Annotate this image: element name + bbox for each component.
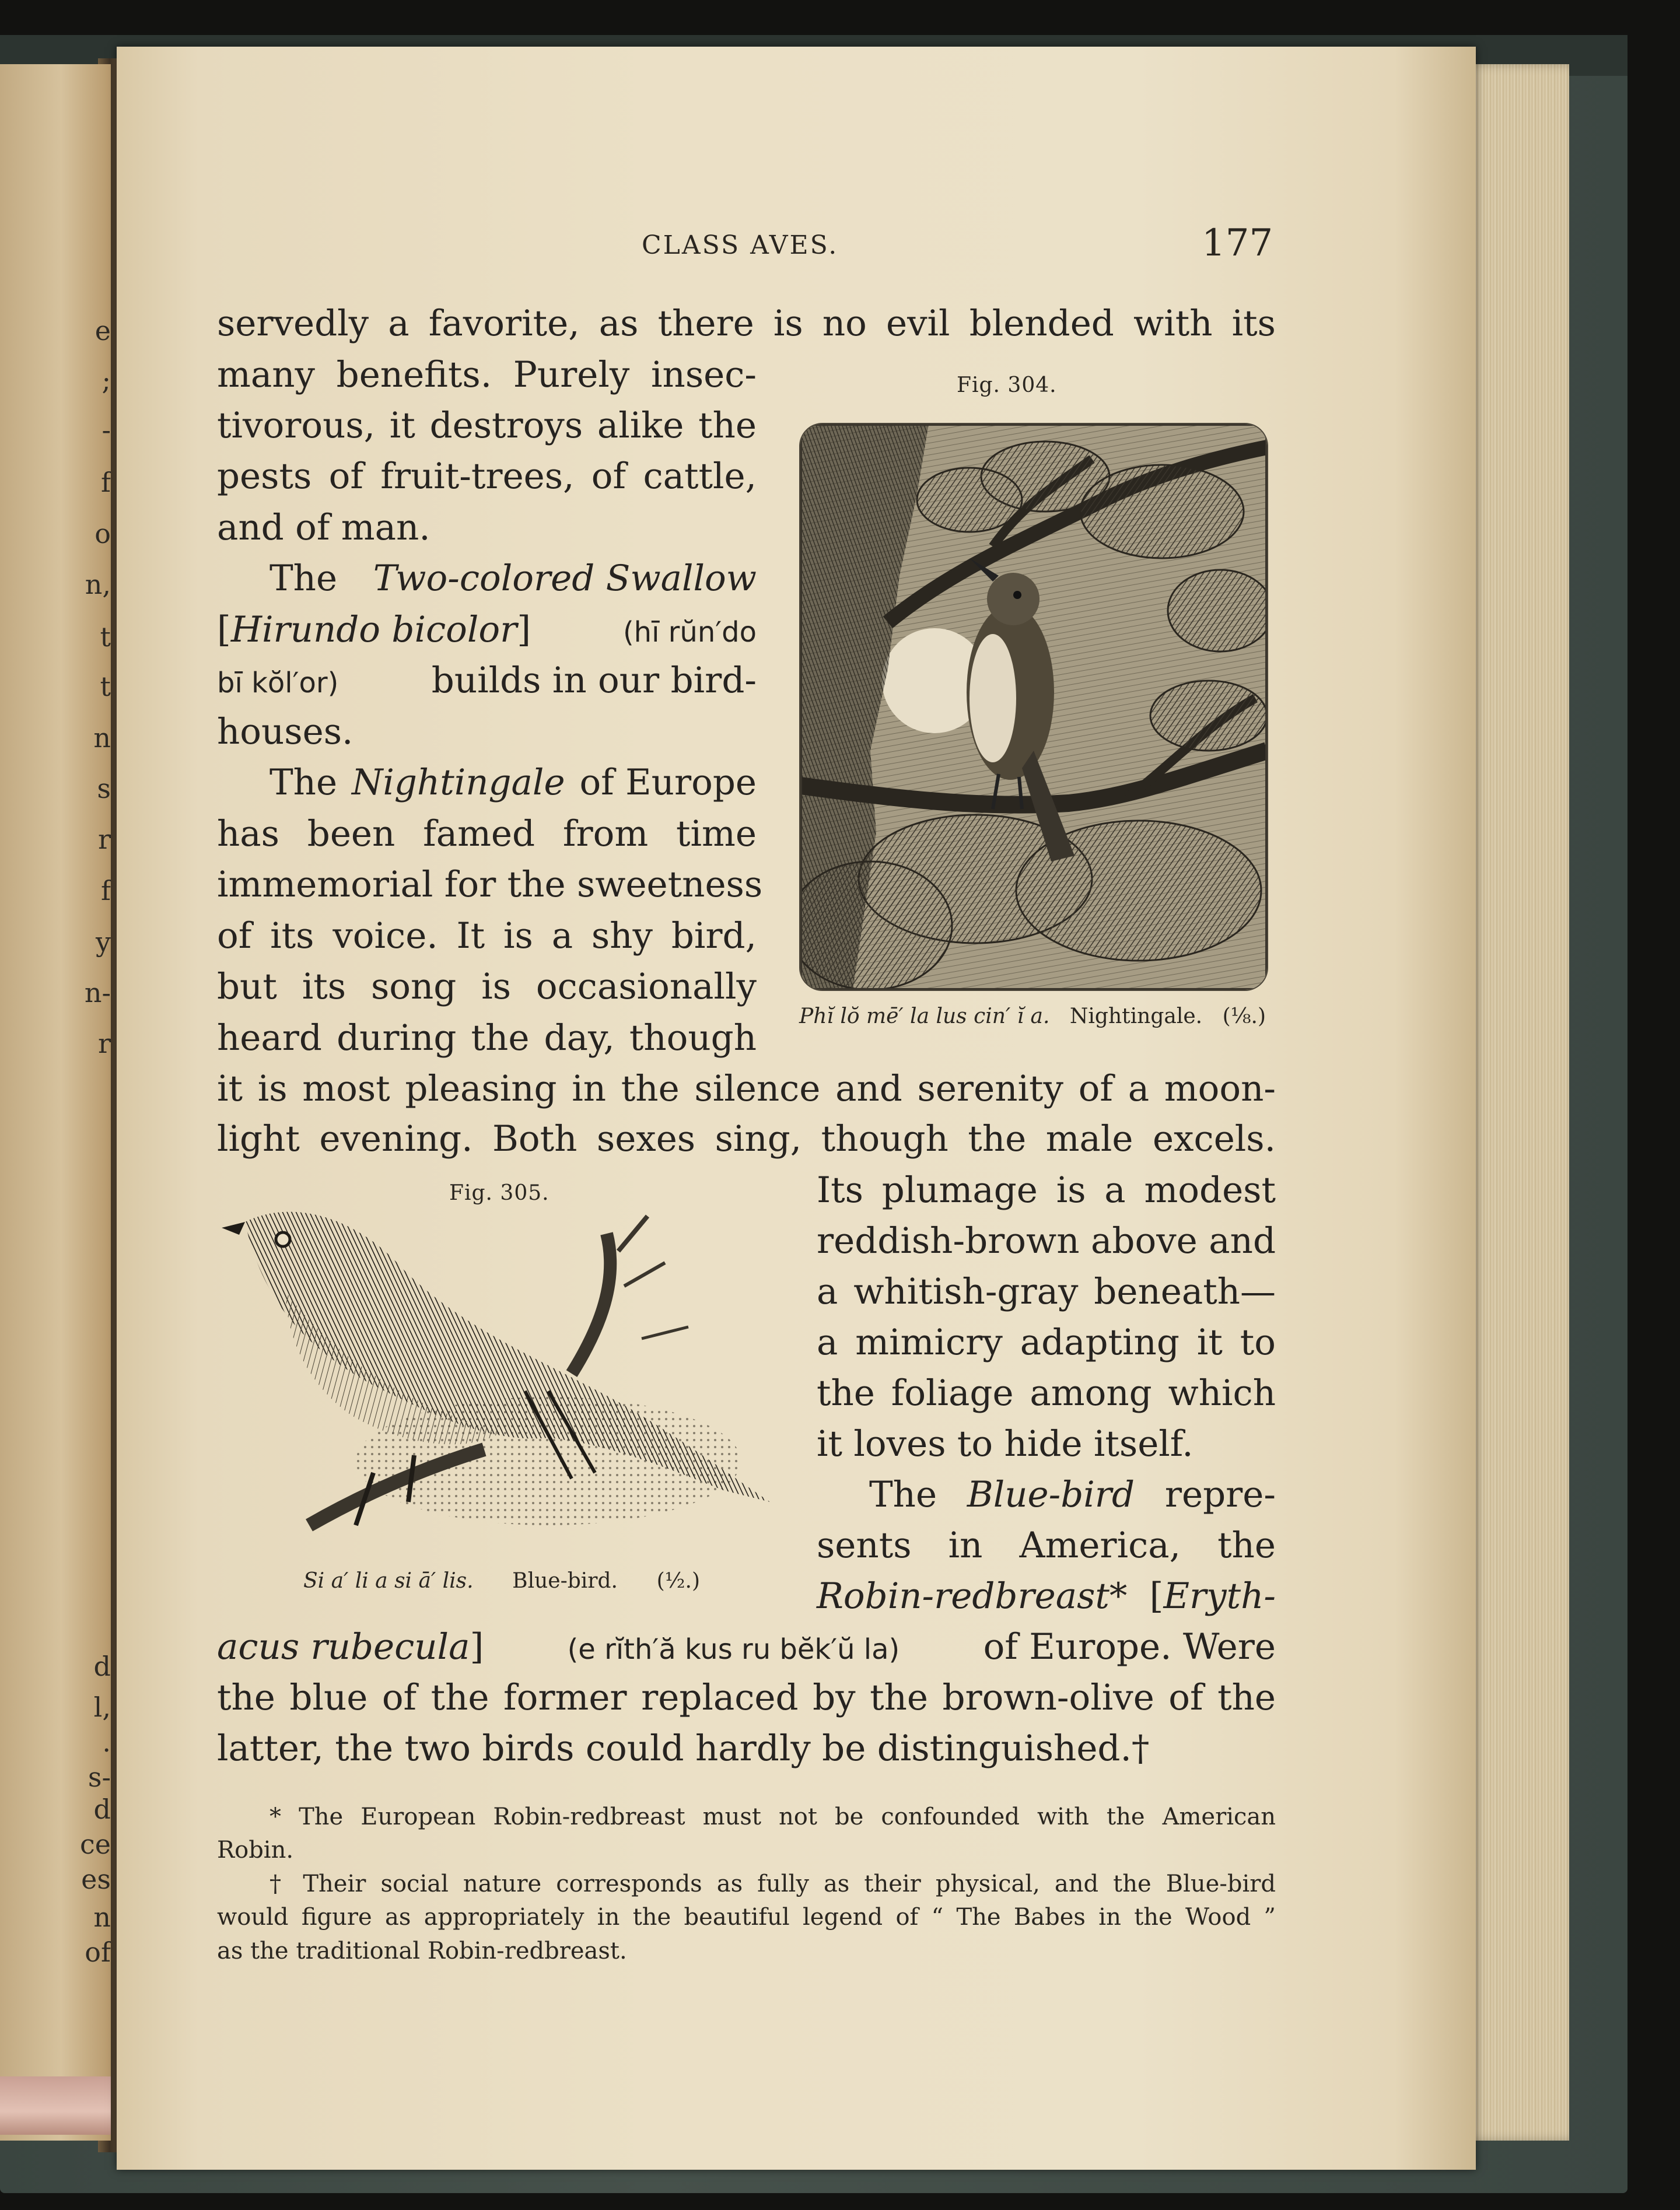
pronunciation: (hī rŭn′do: [622, 616, 757, 649]
text-line: pests of fruit-trees, of cattle,: [217, 456, 757, 497]
footnote-line: Robin.: [217, 1837, 294, 1864]
text-line: acus rubecula] (e rĭth′ă kus ru bĕk′ŭ la) of Europe. Were: [217, 1624, 1276, 1673]
left-page-char: s-: [88, 1761, 111, 1793]
caption-scale: (⅛.): [1222, 1004, 1266, 1028]
left-page-char: ;: [102, 365, 111, 396]
text-line: heard during the day, though: [217, 1017, 757, 1059]
pronunciation: bī kŏl′or): [217, 667, 339, 699]
footnote-line: * The European Robin-redbreast must not be confounded with the American: [270, 1803, 1276, 1830]
text-line: The Nightingale of Europe: [270, 759, 757, 806]
left-page-char: t: [100, 621, 111, 653]
left-page-char: of: [85, 1936, 111, 1968]
species-name: Two-colored Swallow: [373, 558, 757, 599]
footnote-line: as the traditional Robin-redbreast.: [217, 1938, 627, 1964]
text-line: servedly a favorite, as there is no evil blended with its: [217, 303, 1276, 344]
text-span: The: [270, 558, 338, 599]
text-line: [270, 555, 757, 602]
text-line: and of man.: [217, 507, 430, 548]
page-number: 177: [1202, 222, 1273, 265]
text-line: but its song is occasionally: [217, 966, 757, 1007]
left-page-char: .: [102, 1726, 111, 1758]
left-page: [0, 64, 111, 2141]
caption-scale: (½.): [656, 1569, 700, 1593]
left-page-edge: [0, 2076, 111, 2135]
text-line: light evening. Both sexes sing, though the male excels.: [217, 1118, 1276, 1160]
pronunciation: (e rĭth′ă kus ru bĕk′ŭ la): [567, 1633, 900, 1666]
text-span: builds in our bird-: [431, 660, 757, 701]
species-name: Nightingale: [351, 762, 565, 803]
text-line: it loves to hide itself.: [817, 1423, 1194, 1465]
text-line: it is most pleasing in the silence and serenity of a moon-: [217, 1068, 1276, 1109]
left-page-char: d: [93, 1794, 111, 1825]
text-line: Its plumage is a modest: [817, 1169, 1276, 1211]
text-line: a mimicry adapting it to: [817, 1322, 1276, 1363]
species-name: Robin-redbreast: [817, 1575, 1110, 1617]
left-page-char: d: [93, 1651, 111, 1682]
text-line: The Blue-bird repre-: [869, 1472, 1276, 1518]
figure-caption: [799, 1004, 1266, 1028]
species-name: acus rubecula: [217, 1626, 470, 1668]
text-line: [217, 657, 757, 706]
caption-latin: Si a′ li a si ā′ lis.: [303, 1569, 474, 1593]
text-line: of its voice. It is a shy bird,: [217, 915, 757, 957]
left-page-char: f: [100, 467, 111, 498]
left-page-char: ce: [80, 1829, 111, 1860]
left-page-char: r: [98, 1028, 111, 1059]
caption-common: Blue-bird.: [512, 1569, 618, 1593]
text-line: many benefits. Purely insec-: [217, 354, 757, 395]
left-page-char: n: [93, 722, 111, 754]
left-page-char: es: [81, 1864, 111, 1895]
figure-label: Fig. 305.: [449, 1181, 550, 1205]
figure-caption: [303, 1569, 700, 1593]
caption-latin: Phĭ lŏ mē′ la lus cin′ ĭ a.: [799, 1004, 1050, 1028]
running-head: CLASS AVES.: [642, 230, 839, 260]
footnote-line: would figure as appropriately in the beautiful legend of “ The Babes in the Wood ”: [217, 1904, 1276, 1931]
text-line: the blue of the former replaced by the brown-olive of the: [217, 1677, 1276, 1718]
left-page-char: y: [96, 926, 111, 958]
footnote-line: † Their social nature corresponds as fully as their physical, and the Blue-bird: [270, 1871, 1276, 1897]
caption-common: Nightingale.: [1069, 1004, 1203, 1028]
left-page-char: l,: [93, 1691, 111, 1723]
text-line: latter, the two birds could hardly be distinguished.†: [217, 1728, 1150, 1769]
left-page-char: n,: [85, 569, 111, 600]
left-page-char: o: [94, 518, 111, 549]
text-line: the foliage among which: [817, 1372, 1276, 1414]
text-line: immemorial for the sweetness: [217, 864, 763, 905]
bluebird-engraving: [222, 1199, 782, 1566]
left-page-char: t: [100, 671, 111, 702]
text-line: has been famed from time: [217, 813, 757, 854]
text-line: houses.: [217, 711, 354, 752]
left-page-char: s: [97, 773, 111, 804]
text-line: tivorous, it destroys alike the: [217, 405, 757, 446]
text-line: [217, 607, 757, 656]
text-line: a whitish-gray beneath—: [817, 1271, 1276, 1312]
text-line: sents in America, the: [817, 1525, 1276, 1566]
text-span: [Hirundo bicolor]: [217, 609, 531, 650]
left-page-char: n: [93, 1901, 111, 1933]
left-page-char: n-: [84, 977, 111, 1008]
left-page-char: e: [94, 315, 111, 346]
nightingale-engraving: [799, 423, 1268, 991]
figure-label: Fig. 304.: [957, 373, 1057, 397]
species-name: Blue-bird: [967, 1474, 1135, 1515]
left-page-char: r: [98, 824, 111, 855]
left-page-char: f: [100, 875, 111, 906]
left-page-char: -: [102, 414, 111, 446]
text-line: reddish-brown above and: [817, 1220, 1276, 1262]
text-line: Robin-redbreast* [Eryth-: [817, 1575, 1276, 1617]
